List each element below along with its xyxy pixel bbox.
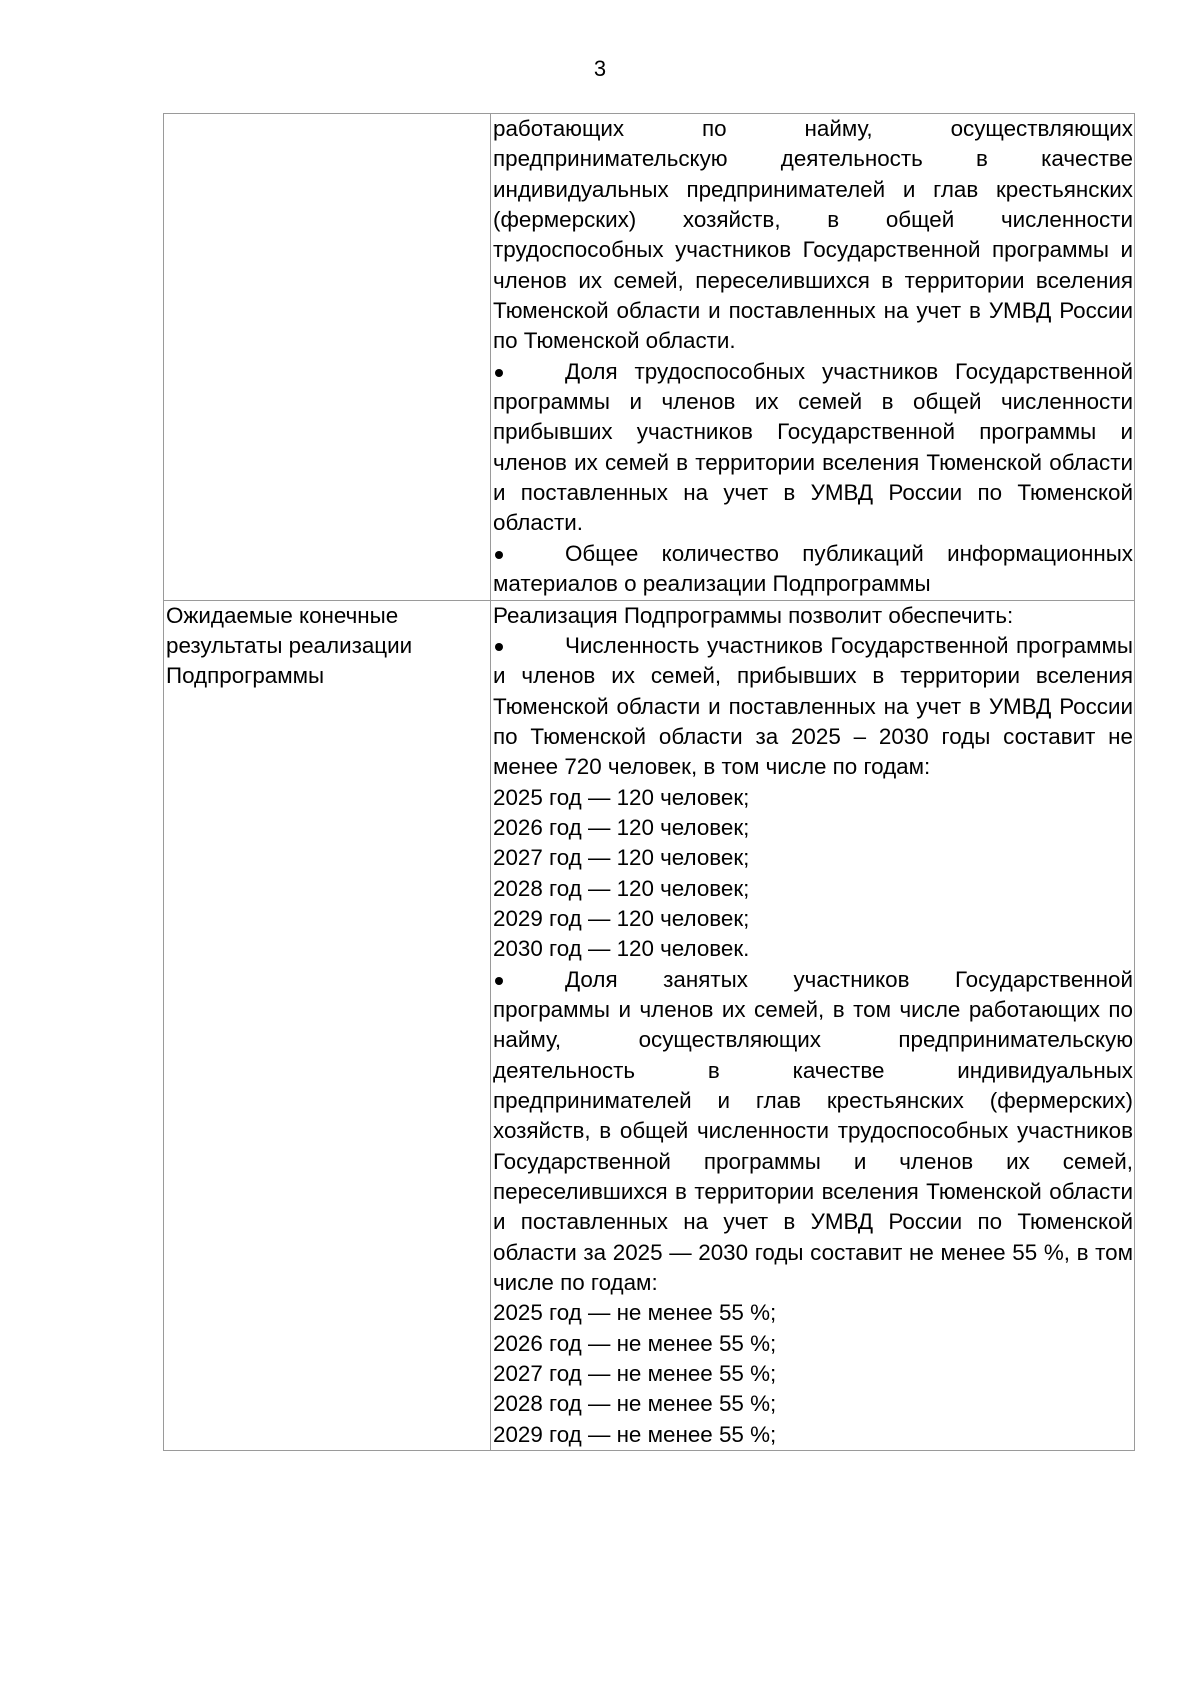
indicator-paragraph: работающих по найму, осуществляющих предпринимательскую деятельность в качестве индивидуальных предпринимателей и глав крестьянских (фермерских) хозяйств, в общей численности трудоспособных участников Государственной программы и членов их семей, переселившихся в территории вселения Тюменской области и поставленных на учет в УМВД России по Тюменской области. [493, 116, 1133, 354]
indicator-bullet-item: Общее количество публикаций информационных материалов о реализации Подпрограммы [493, 539, 1133, 600]
row-content-cell [491, 114, 1135, 601]
year-value-line: 2030 год — 120 человек. [493, 936, 750, 962]
row-label-cell: Ожидаемые конечные результаты реализации Подпрограммы [164, 600, 491, 1451]
year-value-line: 2027 год — 120 человек; [493, 845, 750, 871]
results-intro: Реализация Подпрограммы позволит обеспечить: [493, 602, 1014, 628]
year-value-line: 2027 год — не менее 55 %; [493, 1361, 777, 1387]
page-number: 3 [593, 56, 607, 81]
table-row [164, 114, 1135, 601]
year-value-line: 2026 год — 120 человек; [493, 814, 750, 840]
year-value-line: 2028 год — не менее 55 %; [493, 1391, 777, 1417]
table-row [164, 600, 1135, 1451]
year-value-line: 2025 год — не менее 55 %; [493, 1300, 777, 1326]
year-value-line: 2028 год — 120 человек; [493, 875, 750, 901]
row-content-cell [491, 600, 1135, 1451]
year-value-line: 2025 год — 120 человек; [493, 784, 750, 810]
result-bullet-item: Доля занятых участников Государственной программы и членов их семей, в том числе работающих по найму, осуществляющих предпринимательскую деятельность в качестве индивидуальных предпринимателей и глав крестьянских (фермерских) хозяйств, в общей численности трудоспособных участников Государственной программы и членов их семей, переселившихся в территории вселения Тюменской области и поставленных на учет в УМВД России по Тюменской области за 2025 — 2030 годы составит не менее 55 %, в том числе по годам: [493, 965, 1133, 1299]
result-bullet-item: Численность участников Государственной программы и членов их семей, прибывших в территории вселения Тюменской области и поставленных на учет в УМВД России по Тюменской области за 2025 – 2030 годы составит не менее 720 человек, в том числе по годам: [493, 631, 1133, 783]
subprogram-passport-table [163, 113, 1135, 1451]
year-value-line: 2026 год — не менее 55 %; [493, 1330, 777, 1356]
row-label-cell [164, 114, 491, 601]
indicator-bullet-item: Доля трудоспособных участников Государственной программы и членов их семей в общей численности прибывших участников Государственной программы и членов их семей в территории вселения Тюменской области и поставленных на учет в УМВД России по Тюменской области. [493, 357, 1133, 539]
year-value-line: 2029 год — 120 человек; [493, 905, 750, 931]
year-value-line: 2029 год — не менее 55 %; [493, 1421, 777, 1447]
